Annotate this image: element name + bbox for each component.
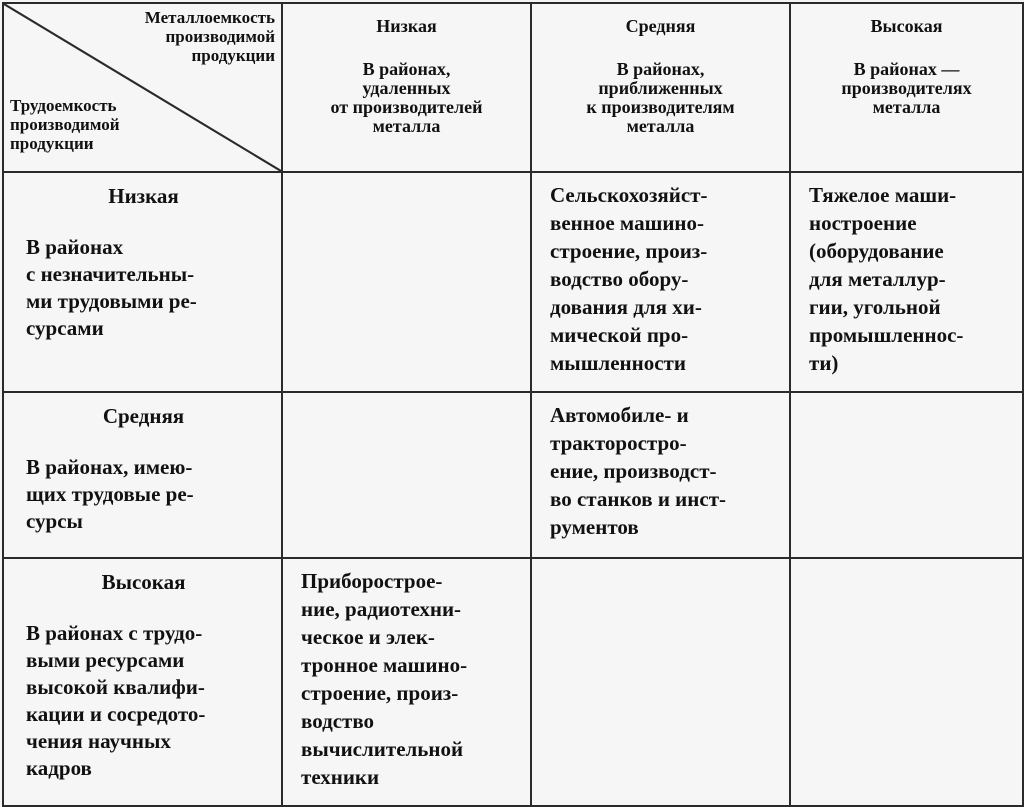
row-header-low <box>3 172 282 392</box>
column-sub-line: приближенных <box>598 78 723 98</box>
table-cell <box>790 172 1023 392</box>
column-sub-line: металла <box>872 97 941 117</box>
column-title: Средняя <box>625 16 696 36</box>
corner-top-label <box>145 8 275 65</box>
column-sub-line: металла <box>372 116 441 136</box>
row-sub-line: кации и сосредото- <box>26 702 206 726</box>
table-cell-empty <box>790 392 1023 558</box>
cell-line: ение, производст- <box>550 459 717 483</box>
row-title: Низкая <box>108 184 179 208</box>
cell-line: вычислительной <box>301 737 464 761</box>
cell-line: Автомобиле- и <box>550 403 689 427</box>
cell-line: рументов <box>550 515 639 539</box>
corner-header-cell <box>3 3 282 172</box>
table-cell <box>531 392 790 558</box>
row-sub-line: чения научных <box>26 729 171 753</box>
column-sub-line: металла <box>626 116 695 136</box>
cell-line: ние, радиотехни- <box>301 597 462 621</box>
corner-bottom-line: Трудоемкость <box>10 96 117 115</box>
row-sub-line: кадров <box>26 756 92 780</box>
cell-line: строение, произ- <box>301 681 459 705</box>
cell-line: промышленнос- <box>809 323 964 347</box>
row-sub-line: В районах, имею- <box>26 455 193 479</box>
cell-line: мической про- <box>550 323 689 347</box>
cell-line: техники <box>301 765 380 789</box>
row-sub-line: высокой квалифи- <box>26 675 205 699</box>
corner-bottom-label <box>10 96 120 153</box>
table-cell-empty <box>531 558 790 806</box>
column-sub-line: производителях <box>841 78 972 98</box>
table-cell <box>282 558 531 806</box>
column-header-low <box>282 3 531 172</box>
cell-line: водство <box>301 709 375 733</box>
cell-line: тракторостро- <box>550 431 687 455</box>
cell-line: водство обору- <box>550 267 689 291</box>
table-cell-empty <box>282 392 531 558</box>
column-sub-line: В районах, <box>616 59 705 79</box>
cell-line: (оборудование <box>809 239 944 263</box>
row-sub-line: сурсы <box>26 509 83 533</box>
cell-line: гии, угольной <box>809 295 941 319</box>
row-header-medium <box>3 392 282 558</box>
cell-line: для металлур- <box>809 267 946 291</box>
corner-top-line: продукции <box>191 46 275 65</box>
column-sub-line: к производителям <box>586 97 735 117</box>
corner-bottom-line: производимой <box>10 115 120 134</box>
cell-line: тронное машино- <box>301 653 468 677</box>
cell-line: ти) <box>809 351 839 375</box>
row-header-high <box>3 558 282 806</box>
cell-line: во станков и инст- <box>550 487 727 511</box>
table-cell-empty <box>790 558 1023 806</box>
column-sub-line: В районах — <box>853 59 960 79</box>
corner-bottom-line: продукции <box>10 134 94 153</box>
row-sub-line: ми трудовыми ре- <box>26 289 197 313</box>
cell-line: ческое и элек- <box>301 625 435 649</box>
row-sub-line: сурсами <box>26 316 104 340</box>
row-sub-line: выми ресурсами <box>26 648 185 672</box>
cell-line: Тяжелое маши- <box>809 183 957 207</box>
table-cell <box>531 172 790 392</box>
row-title: Высокая <box>101 570 186 594</box>
row-sub-line: с незначительны- <box>26 262 195 286</box>
row-sub-line: В районах <box>26 235 124 259</box>
column-sub-line: В районах, <box>362 59 451 79</box>
cell-line: строение, произ- <box>550 239 708 263</box>
cell-line: венное машино- <box>550 211 705 235</box>
cell-line: Сельскохозяйст- <box>550 183 708 207</box>
row-title: Средняя <box>102 404 185 428</box>
corner-top-line: Металлоемкость <box>144 8 275 27</box>
column-title: Высокая <box>870 16 943 36</box>
column-sub-line: удаленных <box>362 78 451 98</box>
column-sub-line: от производителей <box>330 97 483 117</box>
column-header-medium <box>531 3 790 172</box>
cell-line: Приборострое- <box>301 569 443 593</box>
row-sub-line: щих трудовые ре- <box>26 482 194 506</box>
column-title: Низкая <box>376 16 437 36</box>
table-cell-empty <box>282 172 531 392</box>
row-sub-line: В районах с трудо- <box>26 621 203 645</box>
corner-top-line: производимой <box>165 27 275 46</box>
placement-table <box>2 2 1024 807</box>
cell-line: ностроение <box>809 211 917 235</box>
cell-line: мышленности <box>550 351 686 375</box>
column-header-high <box>790 3 1023 172</box>
cell-line: дования для хи- <box>550 295 702 319</box>
